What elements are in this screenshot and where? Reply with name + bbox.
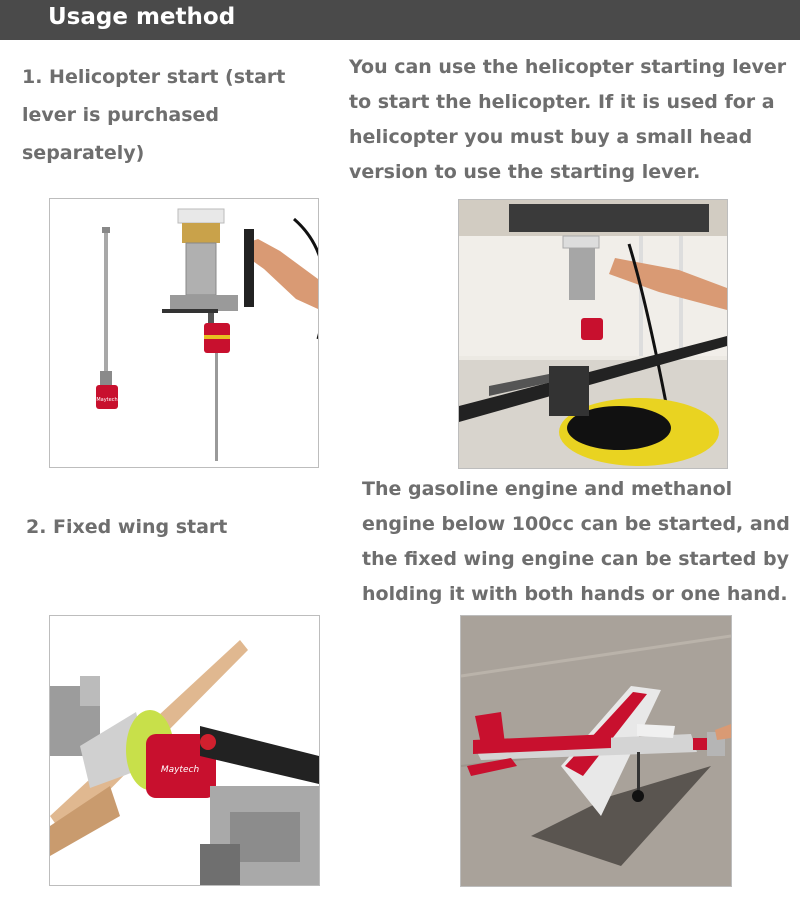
- starter-lever-photo: [49, 198, 319, 468]
- fixed-wing-description: The gasoline engine and methanol engine below 100cc can be started, and the fixed wing engine can be started by holding it with both hands or one hand.: [362, 478, 790, 605]
- fixed-wing-start-label: 2. Fixed wing start: [26, 516, 228, 538]
- starter-lever-brand: Maytech: [96, 397, 118, 403]
- header-title: Usage method: [48, 4, 236, 30]
- helicopter-start-photo: [458, 199, 728, 469]
- section-header: [0, 0, 800, 40]
- helicopter-start-label: 1. Helicopter start (start lever is purchased separately): [22, 66, 286, 164]
- propeller-starter-brand: Maytech: [160, 765, 200, 775]
- helicopter-start-description: You can use the helicopter starting lever to start the helicopter. If it is used for a helicopter you must buy a small head version to use the starting lever.: [349, 56, 787, 183]
- propeller-starter-photo: [49, 615, 320, 886]
- fixed-wing-airplane-photo: [460, 615, 732, 887]
